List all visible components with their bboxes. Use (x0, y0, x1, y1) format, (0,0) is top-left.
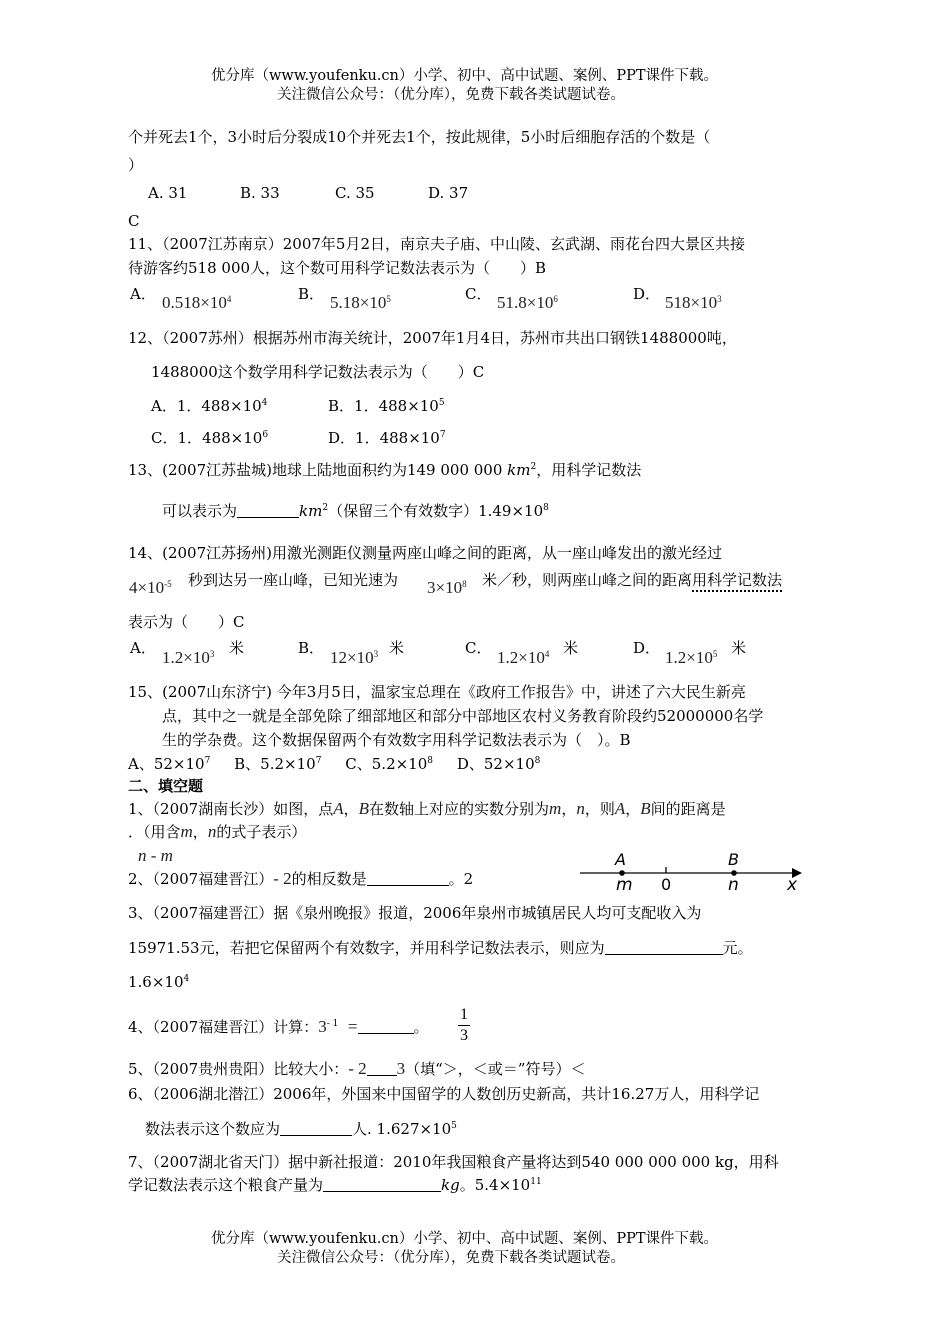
q10-option-a: A. 31 (148, 184, 188, 202)
f4-blank[interactable] (358, 1018, 414, 1034)
q12-line-2: 1488000这个数学用科学记数法表示为（ ）C (151, 363, 485, 381)
q14-option-a: $1.2\times 10^3$ (162, 648, 215, 667)
q12-line-1: 12、（2007苏州）根据苏州市海关统计，2007年1月4日，苏州市共出口钢铁1488000吨， (128, 329, 737, 347)
q11-line-2: 待游客约518 000人，这个数可用科学记数法表示为（ ）B (128, 259, 547, 277)
n-label: n (728, 875, 739, 894)
q14-label-c: C． (465, 639, 492, 657)
f4-line: 4、（2007福建晋江）计算：$3^{- 1}$ = 。 (128, 1017, 429, 1036)
f3-blank[interactable] (605, 939, 723, 955)
q10-option-b: B. 33 (240, 184, 280, 202)
q14-line-1: 14、(2007江苏扬州)用激光测距仪测量两座山峰之间的距离，从一座山峰发出的激光经过 (128, 544, 722, 562)
q11-option-a: $0.518\times 10^4$ (162, 293, 232, 312)
f7-line-1: 7、（2007湖北省天门）据中新社报道：2010年我国粮食产量将达到540 000 000 000 kg，用科 (128, 1153, 779, 1171)
q14-label-a: A． (130, 639, 156, 657)
q11-label-c: C． (465, 285, 492, 303)
q14-unit-a: 米 (229, 639, 245, 657)
f2-line: 2、（2007福建晋江）- 2的相反数是 。2 (128, 869, 474, 888)
f3-answer: $1.6\times 10^4$ (128, 973, 190, 991)
q15-line-2: 点，其中之一就是全部免除了细部地区和部分中部地区农村义务教育阶段约52000000名学 (162, 707, 764, 725)
q12-option-d: D．1．$488\times 10^7$ (328, 429, 446, 447)
q13-line-2: 可以表示为 $km^2$（保留三个有效数字）$1.49\times 10^8$ (162, 502, 549, 520)
point-b-label: B (728, 850, 739, 869)
f1-line-1: 1、（2007湖南长沙）如图，点A，B在数轴上对应的实数分别为m，n，则A，B间的距离是 (128, 799, 726, 818)
f4-answer-fraction (458, 1006, 470, 1045)
f5-line: 5、（2007贵州贵阳）比较大小：- 2 3（填“＞，＜或＝”符号）＜ (128, 1059, 586, 1078)
q12-option-b: B．1．$488\times 10^5$ (328, 397, 445, 415)
f2-blank[interactable] (367, 870, 449, 886)
f5-blank[interactable] (367, 1060, 397, 1076)
q10-option-c: C. 35 (335, 184, 375, 202)
footer-line-2: 关注微信公众号：（优分库），免费下载各类试题试卷。 (277, 1250, 625, 1266)
q14-option-b: $12\times 10^3$ (330, 648, 379, 667)
q14-time-expr: $4\times 10^{-5}$ (129, 578, 172, 597)
q14-unit-b: 米 (389, 639, 405, 657)
f7-line-2: 学记数法表示这个粮食产量为 kg。$5.4\times 10^{11}$ (128, 1176, 542, 1194)
footer-line-1: 优分库（www.youfenku.cn）小学、初中、高中试题、案例、PPT课件下载。 (211, 1231, 719, 1247)
q13-line-1: 13、(2007江苏盐城)地球上陆地面积约为149 000 000 $km^2$，用科学记数法 (128, 461, 642, 479)
q11-line-1: 11、（2007江苏南京）2007年5月2日，南京夫子庙、中山陵、玄武湖、雨花台四大景区共接 (128, 235, 746, 253)
q14-label-b: B． (298, 639, 325, 657)
f6-line-2: 数法表示这个数应为 人. $1.627\times 10^5$ (145, 1120, 457, 1138)
m-label: m (616, 875, 633, 894)
q15-line-3: 生的学杂费。这个数据保留两个有效数字用科学记数法表示为（ ）。B (162, 731, 631, 749)
f1-line-2: ．（用含m，n的式子表示） (128, 822, 307, 841)
q14-option-c: $1.2\times 10^4$ (497, 648, 550, 667)
q14-line-2b: 米／秒，则两座山峰之间的距离用科学记数法 (482, 570, 782, 590)
q10-text: 个并死去1个，3小时后分裂成10个并死去1个，按此规律，5小时后细胞存活的个数是（ (128, 128, 711, 146)
f7-blank[interactable] (323, 1176, 441, 1192)
q14-unit-d: 米 (731, 639, 747, 657)
number-line-figure (578, 848, 804, 894)
q14-option-d: $1.2\times 10^5$ (665, 648, 718, 667)
f6-blank[interactable] (280, 1120, 352, 1136)
f3-line-1: 3、（2007福建晋江）据《泉州晚报》报道，2006年泉州市城镇居民人均可支配收入为 (128, 904, 702, 922)
q13-blank[interactable] (237, 502, 299, 518)
point-a-label: A (615, 850, 626, 869)
q12-option-a: A．1．$488\times 10^4$ (151, 397, 268, 415)
q11-option-c: $51.8\times 10^6$ (497, 293, 558, 312)
section-title-fill-in: 二、填空题 (128, 777, 204, 795)
q12-option-c: C．1．$488\times 10^6$ (151, 429, 269, 447)
q15-line-1: 15、(2007山东济宁) 今年3月5日，温家宝总理在《政府工作报告》中，讲述了六大民生新亮 (128, 683, 746, 701)
q11-option-b: $5.18\times 10^5$ (330, 293, 391, 312)
x-axis-label: x (787, 875, 798, 894)
q14-unit-c: 米 (563, 639, 579, 657)
zero-label: 0 (661, 875, 672, 894)
fraction-denominator: 3 (460, 1027, 468, 1044)
header-line-2: 关注微信公众号：（优分库），免费下载各类试题试卷。 (277, 87, 625, 103)
q11-option-d: $518\times 10^3$ (665, 293, 722, 312)
q14-line-2a: 秒到达另一座山峰，已知光速为 (188, 571, 399, 589)
f1-answer: n - m (138, 846, 173, 865)
q10-answer: C (128, 212, 140, 230)
q15-options: A、$52\times 10^7$ B、$5.2\times 10^7$ C、$5.2\times 10^8$ D、$52\times 10^8$ (128, 755, 541, 773)
q14-line-3: 表示为（ ）C (128, 613, 245, 631)
f6-line-1: 6、（2006湖北潜江）2006年，外国来中国留学的人数创历史新高，共计16.27万人，用科学记 (128, 1085, 760, 1103)
q10-option-d: D. 37 (428, 184, 469, 202)
q14-label-d: D． (633, 639, 661, 657)
q10-close: ） (128, 156, 144, 174)
header-line-1: 优分库（www.youfenku.cn）小学、初中、高中试题、案例、PPT课件下载。 (211, 68, 719, 84)
q11-label-d: D． (633, 285, 661, 303)
q14-speed-expr: $3\times 10^8$ (427, 578, 467, 597)
fraction-numerator: 1 (460, 1006, 468, 1023)
f3-line-2: 15971.53元，若把它保留两个有效数字，并用科学记数法表示，则应为 元。 (128, 939, 753, 957)
q11-label-b: B． (298, 285, 325, 303)
q11-label-a: A． (130, 285, 156, 303)
